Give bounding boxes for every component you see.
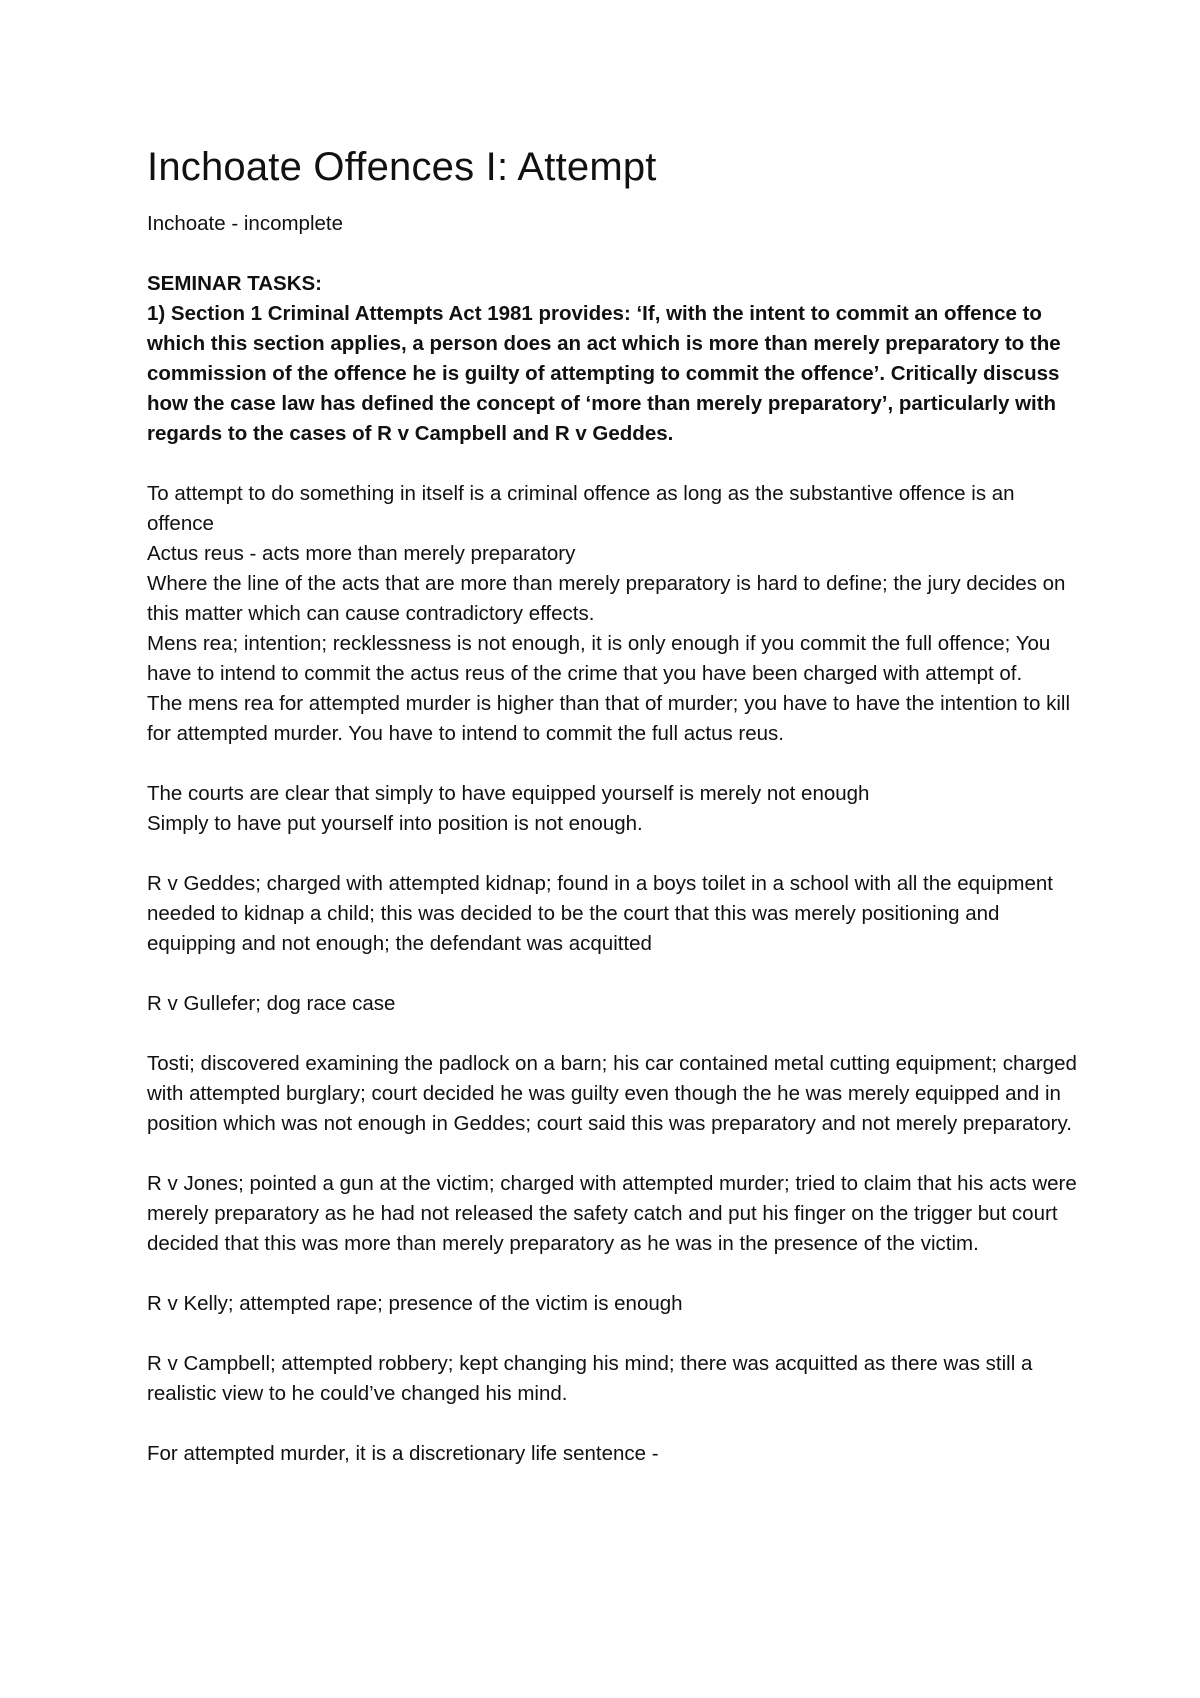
spacer: [147, 449, 1087, 479]
spacer: [147, 239, 1087, 269]
seminar-heading: SEMINAR TASKS:: [147, 272, 323, 295]
case-geddes: R v Geddes; charged with attempted kidnap; found in a boys toilet in a school with all the equipment needed to kidnap a child; this was decided to be the court that this was merely positioning and equipping and not enough; the defendant was acquitted: [147, 872, 1053, 955]
document-title: Inchoate Offences I: Attempt: [147, 145, 657, 189]
seminar-task: 1) Section 1 Criminal Attempts Act 1981 provides: ‘If, with the intent to commit an offence to which this section applies, a person does an act which is more than merely preparatory to the commission of the offence he is guilty of attempting to commit the offence’. Critically discuss how the case law has defined the concept of ‘more than merely preparatory’, particularly with regards to the cases of R v Campbell and R v Geddes.: [147, 302, 1061, 445]
case-tosti: Tosti; discovered examining the padlock on a barn; his car contained metal cutting equipment; charged with attempted burglary; court decided he was guilty even though the he was merely equipped and in position which was not enough in Geddes; court said this was preparatory and not merely preparatory.: [147, 1052, 1077, 1135]
spacer: [147, 749, 1087, 779]
paragraph-attempt-offence: To attempt to do something in itself is a criminal offence as long as the substantive offence is an offence: [147, 482, 1015, 535]
spacer: [147, 1319, 1087, 1349]
spacer: [147, 839, 1087, 869]
case-gullefer: R v Gullefer; dog race case: [147, 992, 396, 1015]
spacer: [147, 959, 1087, 989]
paragraph-mens-rea: Mens rea; intention; recklessness is not enough, it is only enough if you commit the full offence; You have to intend to commit the actus reus of the crime that you have been charged with attempt of.: [147, 632, 1051, 685]
document-content: [147, 143, 1087, 1469]
spacer: [147, 1409, 1087, 1439]
case-kelly: R v Kelly; attempted rape; presence of the victim is enough: [147, 1292, 683, 1315]
paragraph-sentence: For attempted murder, it is a discretionary life sentence -: [147, 1442, 659, 1465]
case-jones: R v Jones; pointed a gun at the victim; charged with attempted murder; tried to claim that his acts were merely preparatory as he had not released the safety catch and put his finger on the trigger but court decided that this was more than merely preparatory as he was in the presence of the victim.: [147, 1172, 1077, 1255]
spacer: [147, 1139, 1087, 1169]
document-subtitle: Inchoate - incomplete: [147, 212, 344, 235]
case-campbell: R v Campbell; attempted robbery; kept changing his mind; there was acquitted as there was still a realistic view to he could’ve changed his mind.: [147, 1352, 1033, 1405]
spacer: [147, 1019, 1087, 1049]
paragraph-position: Simply to have put yourself into position is not enough.: [147, 812, 643, 835]
paragraph-equipped: The courts are clear that simply to have equipped yourself is merely not enough: [147, 782, 870, 805]
spacer: [147, 1259, 1087, 1289]
paragraph-attempted-murder: The mens rea for attempted murder is higher than that of murder; you have to have the intention to kill for attempted murder. You have to intend to commit the full actus reus.: [147, 692, 1071, 745]
paragraph-actus-reus: Actus reus - acts more than merely preparatory: [147, 542, 576, 565]
paragraph-jury-line: Where the line of the acts that are more than merely preparatory is hard to define; the jury decides on this matter which can cause contradictory effects.: [147, 572, 1066, 625]
